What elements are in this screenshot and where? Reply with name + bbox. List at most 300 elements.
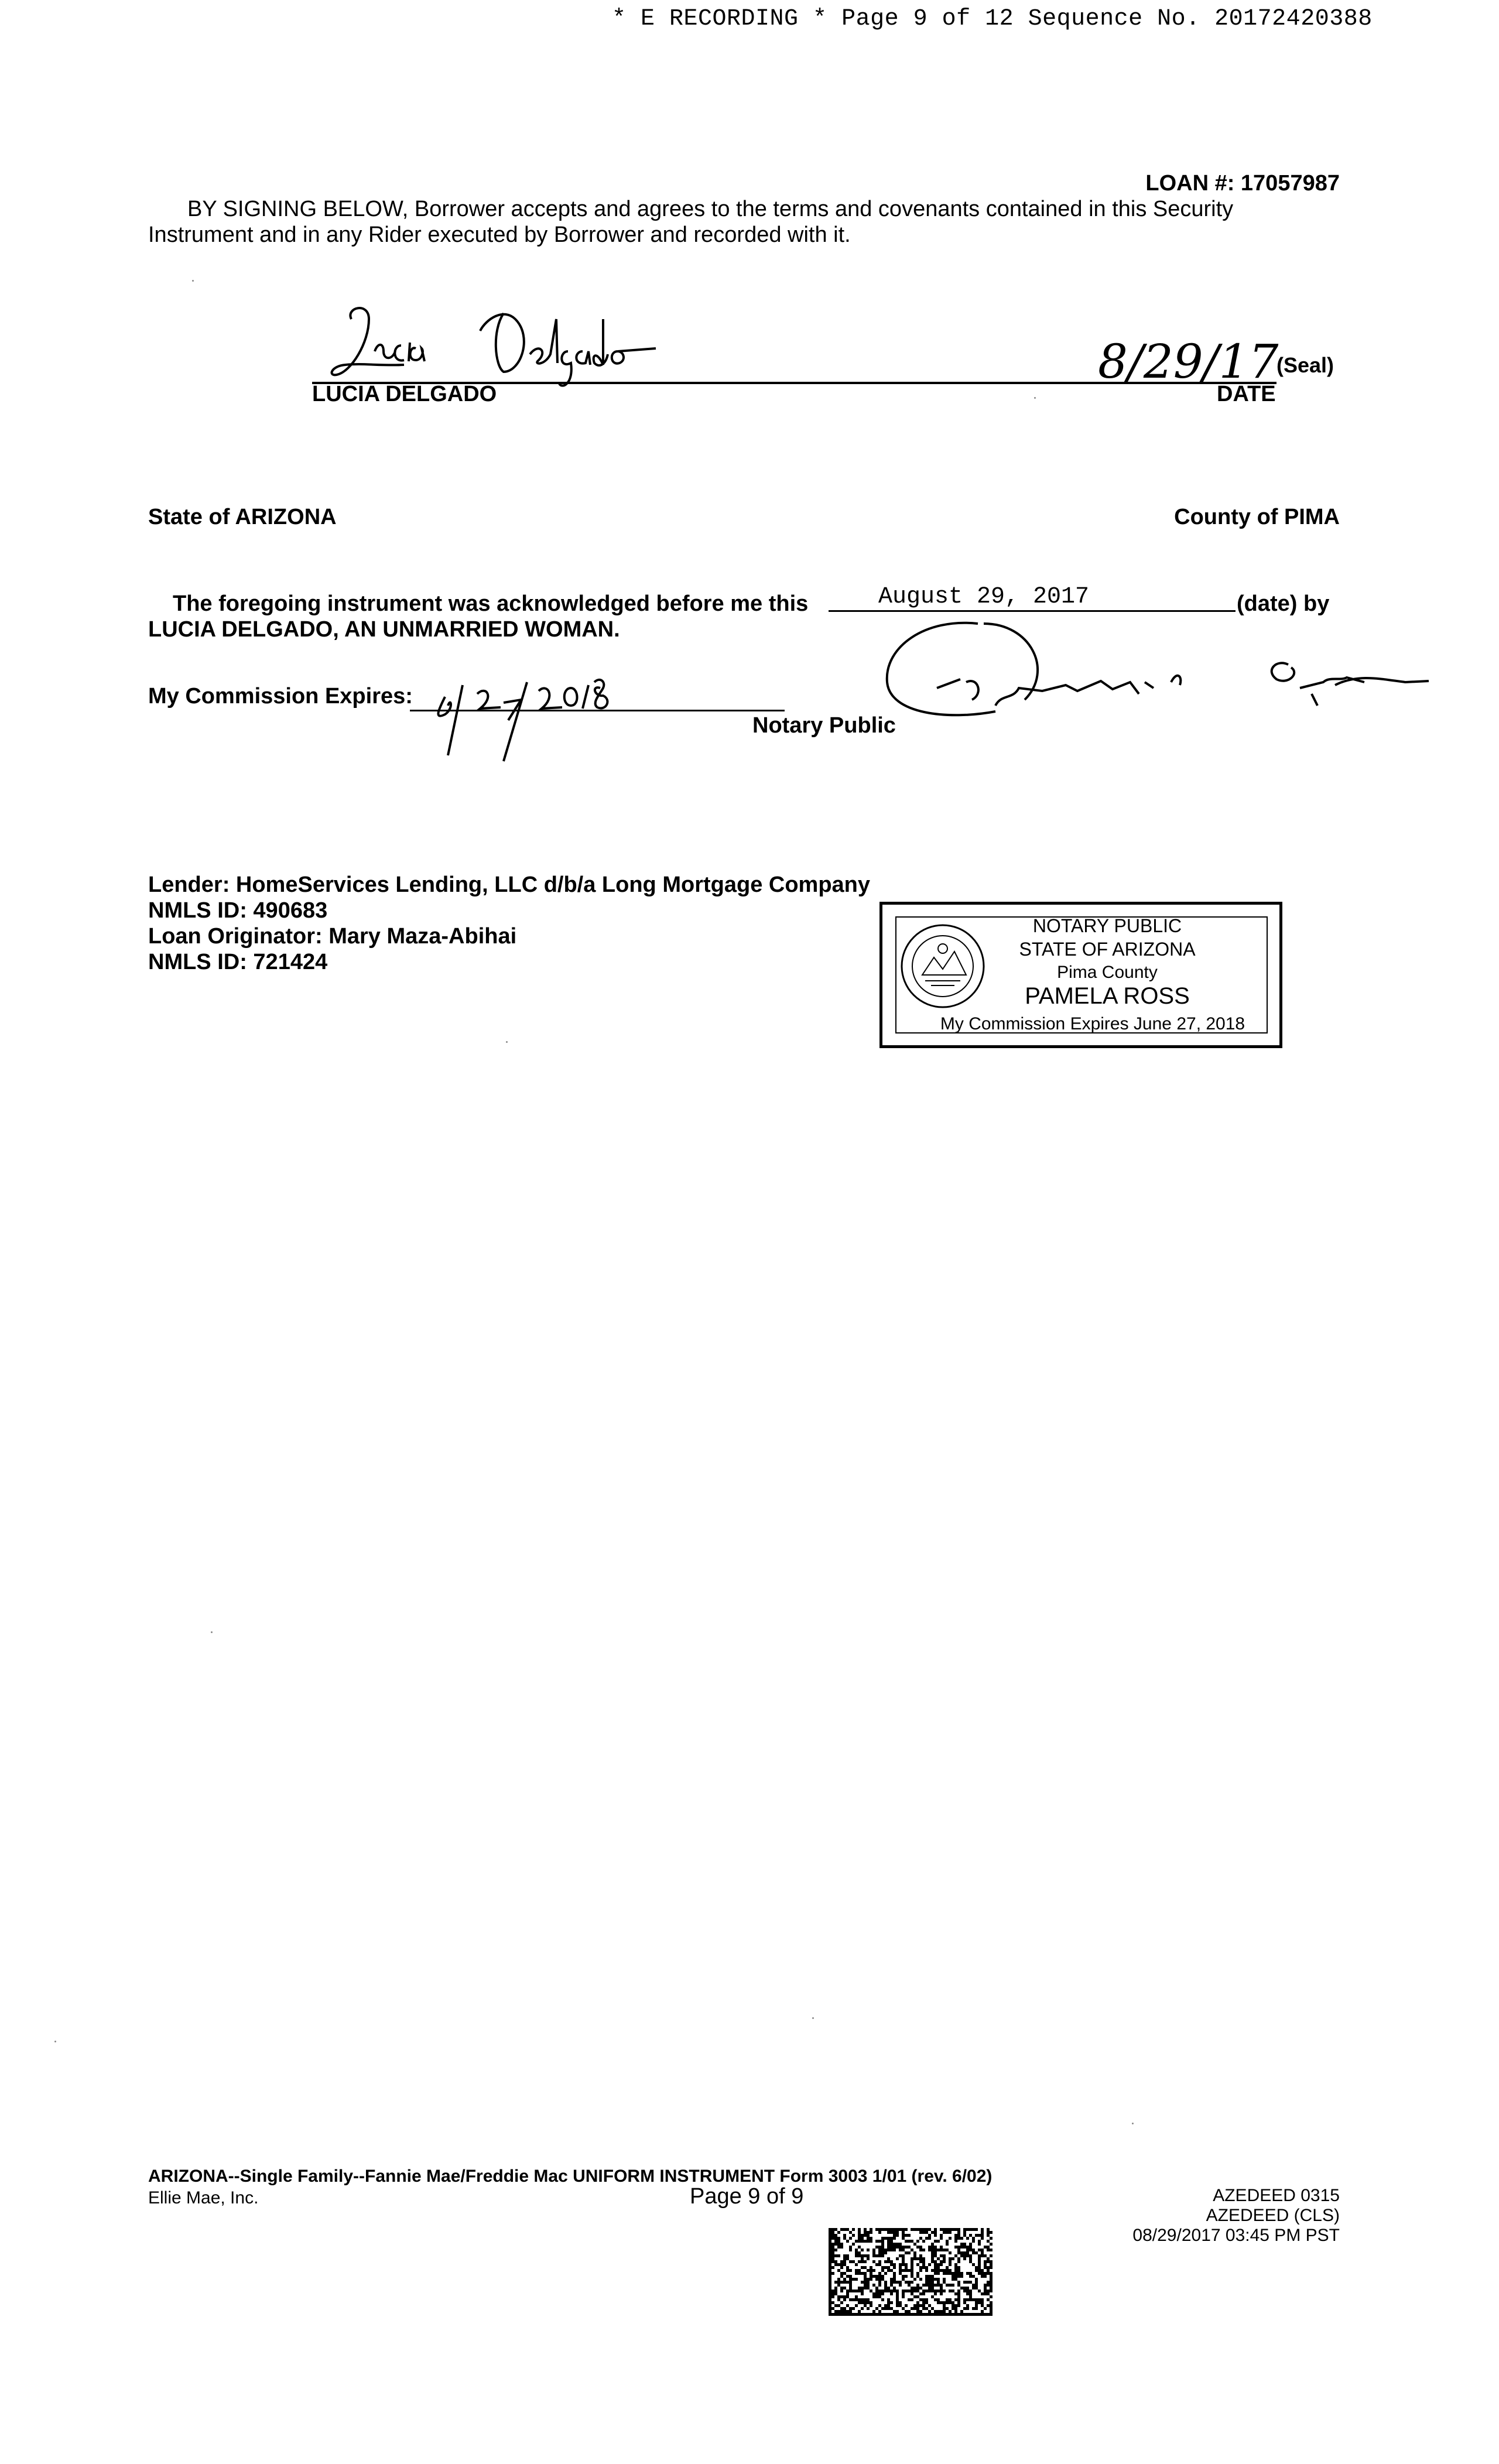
barcode-cell — [861, 2290, 864, 2292]
barcode-cell — [843, 2298, 846, 2301]
barcode-cell — [846, 2290, 849, 2292]
barcode-cell — [893, 2281, 896, 2284]
barcode-cell — [949, 2298, 952, 2301]
barcode-cell — [881, 2243, 884, 2246]
barcode-cell — [884, 2228, 887, 2231]
barcode-cell — [990, 2284, 993, 2287]
barcode-cell — [990, 2304, 993, 2307]
barcode-cell — [972, 2251, 975, 2254]
barcode-cell — [975, 2266, 978, 2269]
barcode-cell — [843, 2295, 846, 2298]
barcode-cell — [957, 2313, 960, 2316]
barcode-cell — [878, 2313, 881, 2316]
acknowledgment-party: LUCIA DELGADO, AN UNMARRIED WOMAN. — [148, 617, 620, 642]
barcode-cell — [843, 2237, 846, 2240]
barcode-cell — [919, 2231, 922, 2234]
barcode-cell — [875, 2287, 878, 2290]
barcode-cell — [978, 2290, 981, 2292]
barcode-cell — [990, 2249, 993, 2251]
barcode-cell — [934, 2228, 937, 2231]
barcode-cell — [943, 2307, 946, 2310]
barcode-cell — [969, 2228, 972, 2231]
barcode-cell — [829, 2307, 831, 2310]
barcode-cell — [911, 2307, 913, 2310]
barcode-cell — [925, 2275, 928, 2278]
barcode-cell — [990, 2281, 993, 2284]
barcode-cell — [890, 2237, 893, 2240]
barcode-cell — [884, 2237, 887, 2240]
barcode-cell — [908, 2251, 911, 2254]
barcode-cell — [872, 2254, 875, 2257]
barcode-cell — [946, 2313, 949, 2316]
barcode-cell — [829, 2263, 831, 2266]
barcode-cell — [887, 2287, 890, 2290]
barcode-cell — [975, 2234, 978, 2237]
barcode-cell — [864, 2231, 867, 2234]
barcode-cell — [987, 2240, 990, 2243]
notary-public-label: Notary Public — [752, 713, 896, 738]
barcode-cell — [887, 2240, 890, 2243]
barcode-cell — [940, 2313, 943, 2316]
barcode-cell — [937, 2269, 940, 2272]
barcode-cell — [954, 2237, 957, 2240]
barcode-cell — [975, 2287, 978, 2290]
barcode-cell — [870, 2231, 872, 2234]
barcode-cell — [990, 2278, 993, 2281]
barcode-cell — [934, 2290, 937, 2292]
barcode-cell — [928, 2290, 931, 2292]
barcode-cell — [831, 2266, 834, 2269]
barcode-cell — [972, 2287, 975, 2290]
barcode-cell — [937, 2284, 940, 2287]
barcode-cell — [943, 2228, 946, 2231]
barcode-cell — [981, 2228, 984, 2231]
barcode-cell — [849, 2237, 852, 2240]
barcode-cell — [978, 2240, 981, 2243]
barcode-cell — [919, 2269, 922, 2272]
barcode-cell — [978, 2234, 981, 2237]
barcode-cell — [837, 2298, 840, 2301]
barcode-cell — [969, 2243, 972, 2246]
barcode-cell — [966, 2290, 969, 2292]
barcode-cell — [878, 2281, 881, 2284]
barcode-cell — [890, 2307, 893, 2310]
barcode-cell — [940, 2310, 943, 2313]
barcode-cell — [849, 2269, 852, 2272]
barcode-cell — [911, 2275, 913, 2278]
barcode-cell — [878, 2260, 881, 2263]
barcode-cell — [881, 2298, 884, 2301]
barcode-cell — [957, 2260, 960, 2263]
barcode-cell — [878, 2290, 881, 2292]
barcode-cell — [864, 2240, 867, 2243]
barcode-cell — [981, 2304, 984, 2307]
barcode-cell — [884, 2281, 887, 2284]
barcode-cell — [831, 2234, 834, 2237]
barcode-cell — [831, 2272, 834, 2275]
barcode-cell — [864, 2254, 867, 2257]
barcode-cell — [837, 2281, 840, 2284]
barcode-cell — [963, 2281, 966, 2284]
originator-nmls: NMLS ID: 721424 — [148, 950, 328, 974]
barcode-cell — [884, 2290, 887, 2292]
barcode-cell — [846, 2310, 849, 2313]
barcode-cell — [934, 2231, 937, 2234]
barcode-cell — [931, 2231, 934, 2234]
barcode-cell — [975, 2284, 978, 2287]
lender-nmls: NMLS ID: 490683 — [148, 898, 328, 923]
barcode-cell — [943, 2269, 946, 2272]
barcode-cell — [896, 2310, 899, 2313]
barcode-cell — [887, 2269, 890, 2272]
barcode-cell — [849, 2260, 852, 2263]
barcode-cell — [840, 2295, 843, 2298]
barcode-cell — [954, 2310, 957, 2313]
barcode-cell — [855, 2278, 858, 2281]
barcode-cell — [963, 2298, 966, 2301]
barcode-cell — [972, 2249, 975, 2251]
barcode-cell — [861, 2272, 864, 2275]
barcode-cell — [908, 2310, 911, 2313]
barcode-cell — [887, 2298, 890, 2301]
barcode-cell — [896, 2246, 899, 2249]
barcode-cell — [829, 2295, 831, 2298]
barcode-cell — [861, 2292, 864, 2295]
barcode-cell — [928, 2246, 931, 2249]
barcode-cell — [840, 2313, 843, 2316]
barcode-cell — [916, 2295, 919, 2298]
barcode-cell — [966, 2249, 969, 2251]
barcode-cell — [981, 2234, 984, 2237]
stamp-county: Pima County — [1057, 963, 1158, 982]
barcode-cell — [890, 2231, 893, 2234]
barcode-cell — [911, 2257, 913, 2260]
barcode-cell — [913, 2290, 916, 2292]
barcode-cell — [849, 2246, 852, 2249]
barcode-cell — [893, 2237, 896, 2240]
barcode-cell — [952, 2290, 954, 2292]
barcode-cell — [931, 2269, 934, 2272]
barcode-cell — [902, 2254, 905, 2257]
barcode-cell — [940, 2263, 943, 2266]
barcode-cell — [928, 2313, 931, 2316]
barcode-cell — [843, 2272, 846, 2275]
barcode-cell — [919, 2260, 922, 2263]
barcode-cell — [937, 2272, 940, 2275]
barcode-cell — [831, 2237, 834, 2240]
barcode-cell — [837, 2246, 840, 2249]
barcode-cell — [837, 2295, 840, 2298]
barcode-cell — [855, 2263, 858, 2266]
barcode-cell — [881, 2251, 884, 2254]
barcode-cell — [881, 2228, 884, 2231]
barcode-cell — [934, 2246, 937, 2249]
barcode-cell — [911, 2298, 913, 2301]
barcode-cell — [931, 2313, 934, 2316]
barcode-cell — [858, 2231, 861, 2234]
barcode-cell — [966, 2287, 969, 2290]
barcode-cell — [896, 2257, 899, 2260]
barcode-cell — [872, 2295, 875, 2298]
barcode-cell — [867, 2237, 870, 2240]
barcode-cell — [834, 2292, 837, 2295]
barcode-cell — [872, 2269, 875, 2272]
barcode-cell — [978, 2313, 981, 2316]
barcode-cell — [934, 2251, 937, 2254]
barcode-cell — [829, 2231, 831, 2234]
barcode-cell — [913, 2251, 916, 2254]
barcode-cell — [969, 2260, 972, 2263]
barcode-cell — [884, 2304, 887, 2307]
barcode-cell — [919, 2246, 922, 2249]
barcode-cell — [943, 2304, 946, 2307]
barcode-cell — [978, 2254, 981, 2257]
svg-text:8/29/17: 8/29/17 — [1098, 334, 1279, 389]
barcode-cell — [946, 2231, 949, 2234]
barcode-cell — [843, 2313, 846, 2316]
barcode-cell — [937, 2313, 940, 2316]
barcode-cell — [911, 2240, 913, 2243]
barcode-cell — [855, 2290, 858, 2292]
barcode-cell — [870, 2228, 872, 2231]
barcode-cell — [949, 2231, 952, 2234]
barcode-cell — [855, 2254, 858, 2257]
barcode-cell — [978, 2301, 981, 2304]
barcode-cell — [931, 2287, 934, 2290]
barcode-cell — [925, 2290, 928, 2292]
barcode-cell — [966, 2292, 969, 2295]
barcode-cell — [954, 2246, 957, 2249]
barcode-cell — [987, 2228, 990, 2231]
barcode-cell — [987, 2234, 990, 2237]
barcode-cell — [911, 2249, 913, 2251]
barcode-cell — [957, 2231, 960, 2234]
barcode-cell — [896, 2301, 899, 2304]
barcode-cell — [934, 2284, 937, 2287]
barcode-cell — [834, 2254, 837, 2257]
barcode-cell — [937, 2263, 940, 2266]
barcode-cell — [858, 2246, 861, 2249]
barcode-cell — [978, 2257, 981, 2260]
barcode-cell — [893, 2290, 896, 2292]
barcode-cell — [829, 2266, 831, 2269]
barcode-cell — [913, 2287, 916, 2290]
barcode-cell — [843, 2281, 846, 2284]
barcode-cell — [940, 2254, 943, 2257]
barcode-cell — [864, 2260, 867, 2263]
barcode-cell — [890, 2292, 893, 2295]
barcode-cell — [908, 2284, 911, 2287]
barcode-cell — [843, 2310, 846, 2313]
barcode-cell — [829, 2257, 831, 2260]
footer-code2: AZEDEED (CLS) — [1206, 2206, 1340, 2225]
barcode-cell — [840, 2290, 843, 2292]
barcode-cell — [928, 2287, 931, 2290]
barcode-cell — [972, 2237, 975, 2240]
barcode-cell — [846, 2257, 849, 2260]
barcode-cell — [855, 2269, 858, 2272]
barcode-cell — [984, 2246, 987, 2249]
barcode-cell — [829, 2290, 831, 2292]
barcode-cell — [834, 2281, 837, 2284]
barcode-cell — [908, 2290, 911, 2292]
barcode-cell — [916, 2257, 919, 2260]
barcode-cell — [899, 2269, 902, 2272]
barcode-cell — [949, 2313, 952, 2316]
barcode-cell — [911, 2287, 913, 2290]
barcode-cell — [890, 2228, 893, 2231]
barcode-cell — [852, 2234, 855, 2237]
barcode-cell — [902, 2278, 905, 2281]
barcode-cell — [987, 2246, 990, 2249]
barcode-cell — [940, 2260, 943, 2263]
barcode-cell — [940, 2284, 943, 2287]
barcode-cell — [887, 2260, 890, 2263]
barcode-cell — [990, 2237, 993, 2240]
barcode-cell — [890, 2246, 893, 2249]
barcode-cell — [928, 2310, 931, 2313]
barcode-cell — [943, 2278, 946, 2281]
barcode-cell — [846, 2228, 849, 2231]
barcode-cell — [960, 2237, 963, 2240]
barcode-cell — [925, 2284, 928, 2287]
barcode-cell — [887, 2313, 890, 2316]
barcode-cell — [881, 2237, 884, 2240]
barcode-cell — [884, 2260, 887, 2263]
barcode-cell — [925, 2301, 928, 2304]
barcode-cell — [934, 2234, 937, 2237]
barcode-cell — [963, 2290, 966, 2292]
barcode-cell — [849, 2249, 852, 2251]
barcode-cell — [928, 2237, 931, 2240]
barcode-cell — [864, 2272, 867, 2275]
barcode-cell — [840, 2228, 843, 2231]
barcode-cell — [849, 2284, 852, 2287]
barcode-cell — [864, 2234, 867, 2237]
barcode-cell — [963, 2301, 966, 2304]
barcode-cell — [946, 2307, 949, 2310]
barcode-cell — [831, 2257, 834, 2260]
barcode-cell — [972, 2240, 975, 2243]
barcode-cell — [837, 2269, 840, 2272]
barcode-cell — [916, 2228, 919, 2231]
barcode-cell — [916, 2313, 919, 2316]
barcode-cell — [908, 2240, 911, 2243]
barcode-cell — [829, 2292, 831, 2295]
barcode-cell — [943, 2249, 946, 2251]
barcode-cell — [931, 2281, 934, 2284]
barcode-cell — [837, 2263, 840, 2266]
barcode-cell — [875, 2246, 878, 2249]
barcode-cell — [867, 2307, 870, 2310]
barcode-cell — [940, 2301, 943, 2304]
barcode-cell — [934, 2298, 937, 2301]
barcode-cell — [957, 2281, 960, 2284]
barcode-cell — [870, 2240, 872, 2243]
barcode-cell — [931, 2284, 934, 2287]
barcode-cell — [861, 2234, 864, 2237]
barcode-cell — [858, 2298, 861, 2301]
barcode-cell — [975, 2251, 978, 2254]
barcode-cell — [884, 2251, 887, 2254]
barcode-cell — [934, 2254, 937, 2257]
barcode-cell — [878, 2284, 881, 2287]
barcode-cell — [981, 2298, 984, 2301]
barcode-cell — [949, 2263, 952, 2266]
barcode-cell — [875, 2278, 878, 2281]
barcode-cell — [831, 2249, 834, 2251]
barcode-cell — [952, 2304, 954, 2307]
barcode-cell — [984, 2254, 987, 2257]
barcode-cell — [890, 2269, 893, 2272]
barcode-cell — [893, 2249, 896, 2251]
barcode-cell — [934, 2263, 937, 2266]
barcode-cell — [925, 2281, 928, 2284]
barcode-cell — [890, 2240, 893, 2243]
barcode-cell — [875, 2254, 878, 2257]
barcode-cell — [867, 2249, 870, 2251]
barcode-cell — [940, 2269, 943, 2272]
barcode-cell — [896, 2292, 899, 2295]
barcode-cell — [987, 2257, 990, 2260]
barcode-cell — [957, 2269, 960, 2272]
barcode-cell — [887, 2257, 890, 2260]
barcode-cell — [940, 2290, 943, 2292]
barcode-cell — [969, 2234, 972, 2237]
barcode-cell — [952, 2301, 954, 2304]
seal-label: (Seal) — [1276, 353, 1334, 377]
barcode-cell — [911, 2263, 913, 2266]
barcode-cell — [931, 2246, 934, 2249]
barcode-cell — [937, 2266, 940, 2269]
barcode-cell — [984, 2307, 987, 2310]
barcode-cell — [952, 2284, 954, 2287]
barcode-cell — [969, 2281, 972, 2284]
barcode-cell — [899, 2243, 902, 2246]
barcode-cell — [864, 2313, 867, 2316]
barcode-cell — [840, 2246, 843, 2249]
stamp-title: NOTARY PUBLIC — [1032, 915, 1182, 936]
barcode-cell — [829, 2304, 831, 2307]
barcode-cell — [829, 2243, 831, 2246]
barcode-cell — [861, 2266, 864, 2269]
barcode-cell — [858, 2310, 861, 2313]
barcode-cell — [893, 2266, 896, 2269]
barcode-cell — [908, 2246, 911, 2249]
barcode-cell — [878, 2263, 881, 2266]
barcode-cell — [925, 2298, 928, 2301]
barcode-cell — [978, 2298, 981, 2301]
barcode-cell — [987, 2272, 990, 2275]
barcode-cell — [990, 2243, 993, 2246]
barcode-cell — [963, 2234, 966, 2237]
barcode-cell — [872, 2249, 875, 2251]
barcode-cell — [928, 2275, 931, 2278]
barcode-cell — [829, 2228, 831, 2231]
barcode-cell — [834, 2240, 837, 2243]
barcode-cell — [928, 2249, 931, 2251]
barcode-cell — [887, 2237, 890, 2240]
barcode-cell — [881, 2254, 884, 2257]
barcode-cell — [940, 2228, 943, 2231]
barcode-cell — [872, 2275, 875, 2278]
barcode-cell — [925, 2266, 928, 2269]
barcode-cell — [858, 2272, 861, 2275]
barcode-cell — [931, 2243, 934, 2246]
barcode-cell — [928, 2284, 931, 2287]
barcode-cell — [969, 2298, 972, 2301]
barcode-cell — [831, 2295, 834, 2298]
